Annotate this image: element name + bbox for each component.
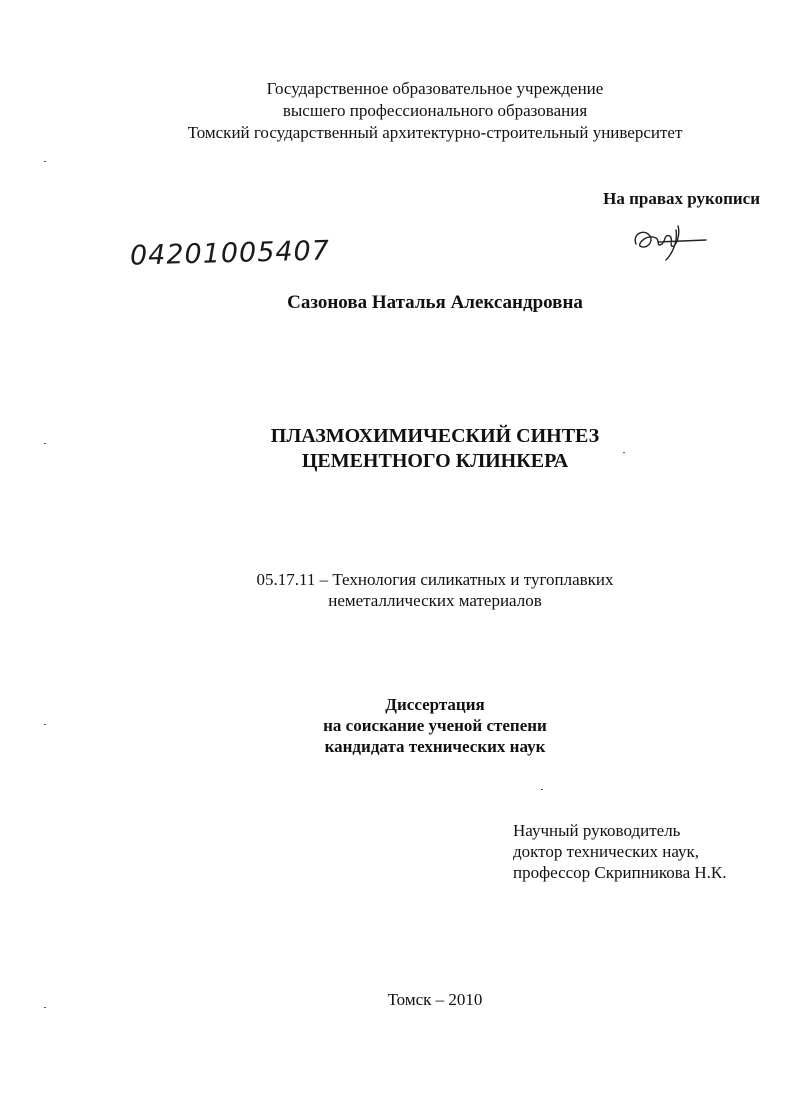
institution-line: высшего профессионального образования	[282, 101, 588, 120]
supervisor-block	[513, 820, 727, 883]
scan-speck	[44, 161, 46, 162]
institution-line: Томский государственный архитектурно-строительный университет	[187, 123, 683, 142]
dissertation-line: на соискание ученой степени	[323, 716, 547, 735]
dissertation-line: Диссертация	[385, 695, 485, 714]
specialty-line: 05.17.11 – Технология силикатных и тугоплавких	[256, 570, 614, 589]
supervisor-line: профессор Скрипникова Н.К.	[513, 863, 727, 882]
institution-block	[0, 79, 797, 145]
specialty-block	[0, 570, 797, 612]
scan-speck	[623, 452, 625, 453]
dissertation-type-block	[0, 695, 797, 758]
scan-speck	[44, 443, 46, 444]
scan-speck	[44, 1007, 46, 1008]
dissertation-title	[0, 426, 797, 476]
scan-speck	[541, 789, 543, 790]
city-year: Томск – 2010	[387, 990, 483, 1009]
rights-note: На правах рукописи	[603, 189, 760, 208]
supervisor-line: доктор технических наук,	[513, 842, 700, 861]
title-line: ПЛАЗМОХИМИЧЕСКИЙ СИНТЕЗ	[270, 425, 600, 447]
scan-speck	[44, 724, 46, 725]
signature-image	[628, 222, 708, 264]
institution-line: Государственное образовательное учреждение	[266, 79, 604, 98]
specialty-line: неметаллических материалов	[328, 591, 542, 610]
title-line: ЦЕМЕНТНОГО КЛИНКЕРА	[301, 450, 569, 472]
author-name: Сазонова Наталья Александровна	[287, 292, 583, 313]
dissertation-line: кандидата технических наук	[324, 737, 546, 756]
supervisor-line: Научный руководитель	[513, 821, 681, 840]
handwritten-registration-number: 04201005407	[129, 235, 331, 272]
